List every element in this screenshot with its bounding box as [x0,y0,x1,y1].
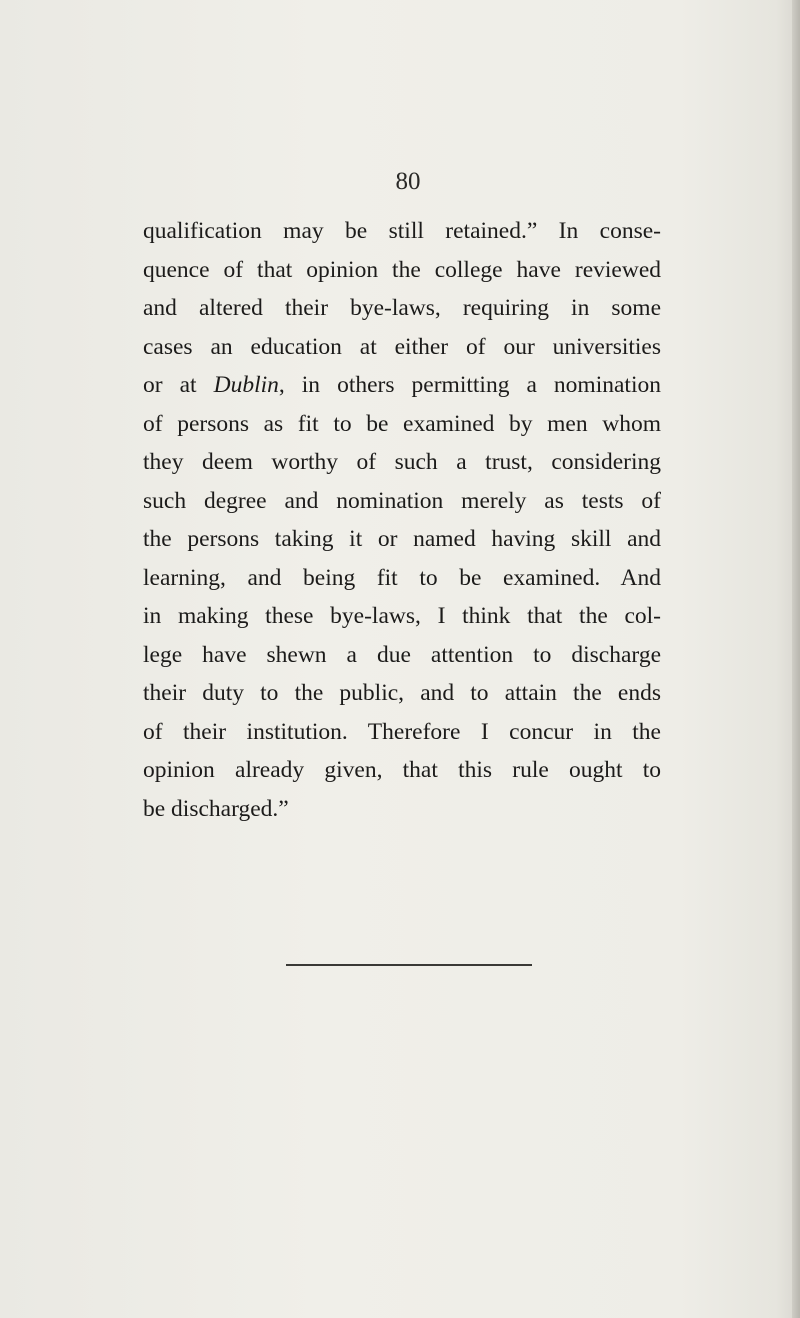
text-line: of their institution. Therefore I concur in the [143,718,661,745]
text-fragment: or at [143,372,214,398]
text-line: of persons as fit to be examined by men whom [143,410,661,437]
text-line: in making these bye-laws, I think that the col- [143,603,661,629]
text-line: cases an education at either of our universities [143,333,661,360]
text-line: and altered their bye-laws, requiring in some [143,295,661,321]
text-line: their duty to the public, and to attain the ends [143,680,661,706]
text-line: opinion already given, that this rule ought to [143,757,661,783]
section-divider [286,964,532,966]
text-line: be discharged.” [143,795,289,822]
text-line: qualification may be still retained.” In conse- [143,218,661,244]
text-line [143,366,661,405]
text-line: the persons taking it or named having skill and [143,526,661,552]
text-line: quence of that opinion the college have reviewed [143,256,661,283]
page-edge-shadow [792,0,800,1318]
text-line: such degree and nomination merely as tests of [143,487,661,514]
text-line: they deem worthy of such a trust, considering [143,449,661,475]
text-line: learning, and being fit to be examined. And [143,564,661,591]
text-fragment: , in others permitting a nomination [278,372,661,398]
text-line: lege have shewn a due attention to discharge [143,641,661,668]
body-paragraph [143,212,661,828]
page-number: 80 [395,168,421,195]
italic-place-name: Dublin [213,372,279,398]
